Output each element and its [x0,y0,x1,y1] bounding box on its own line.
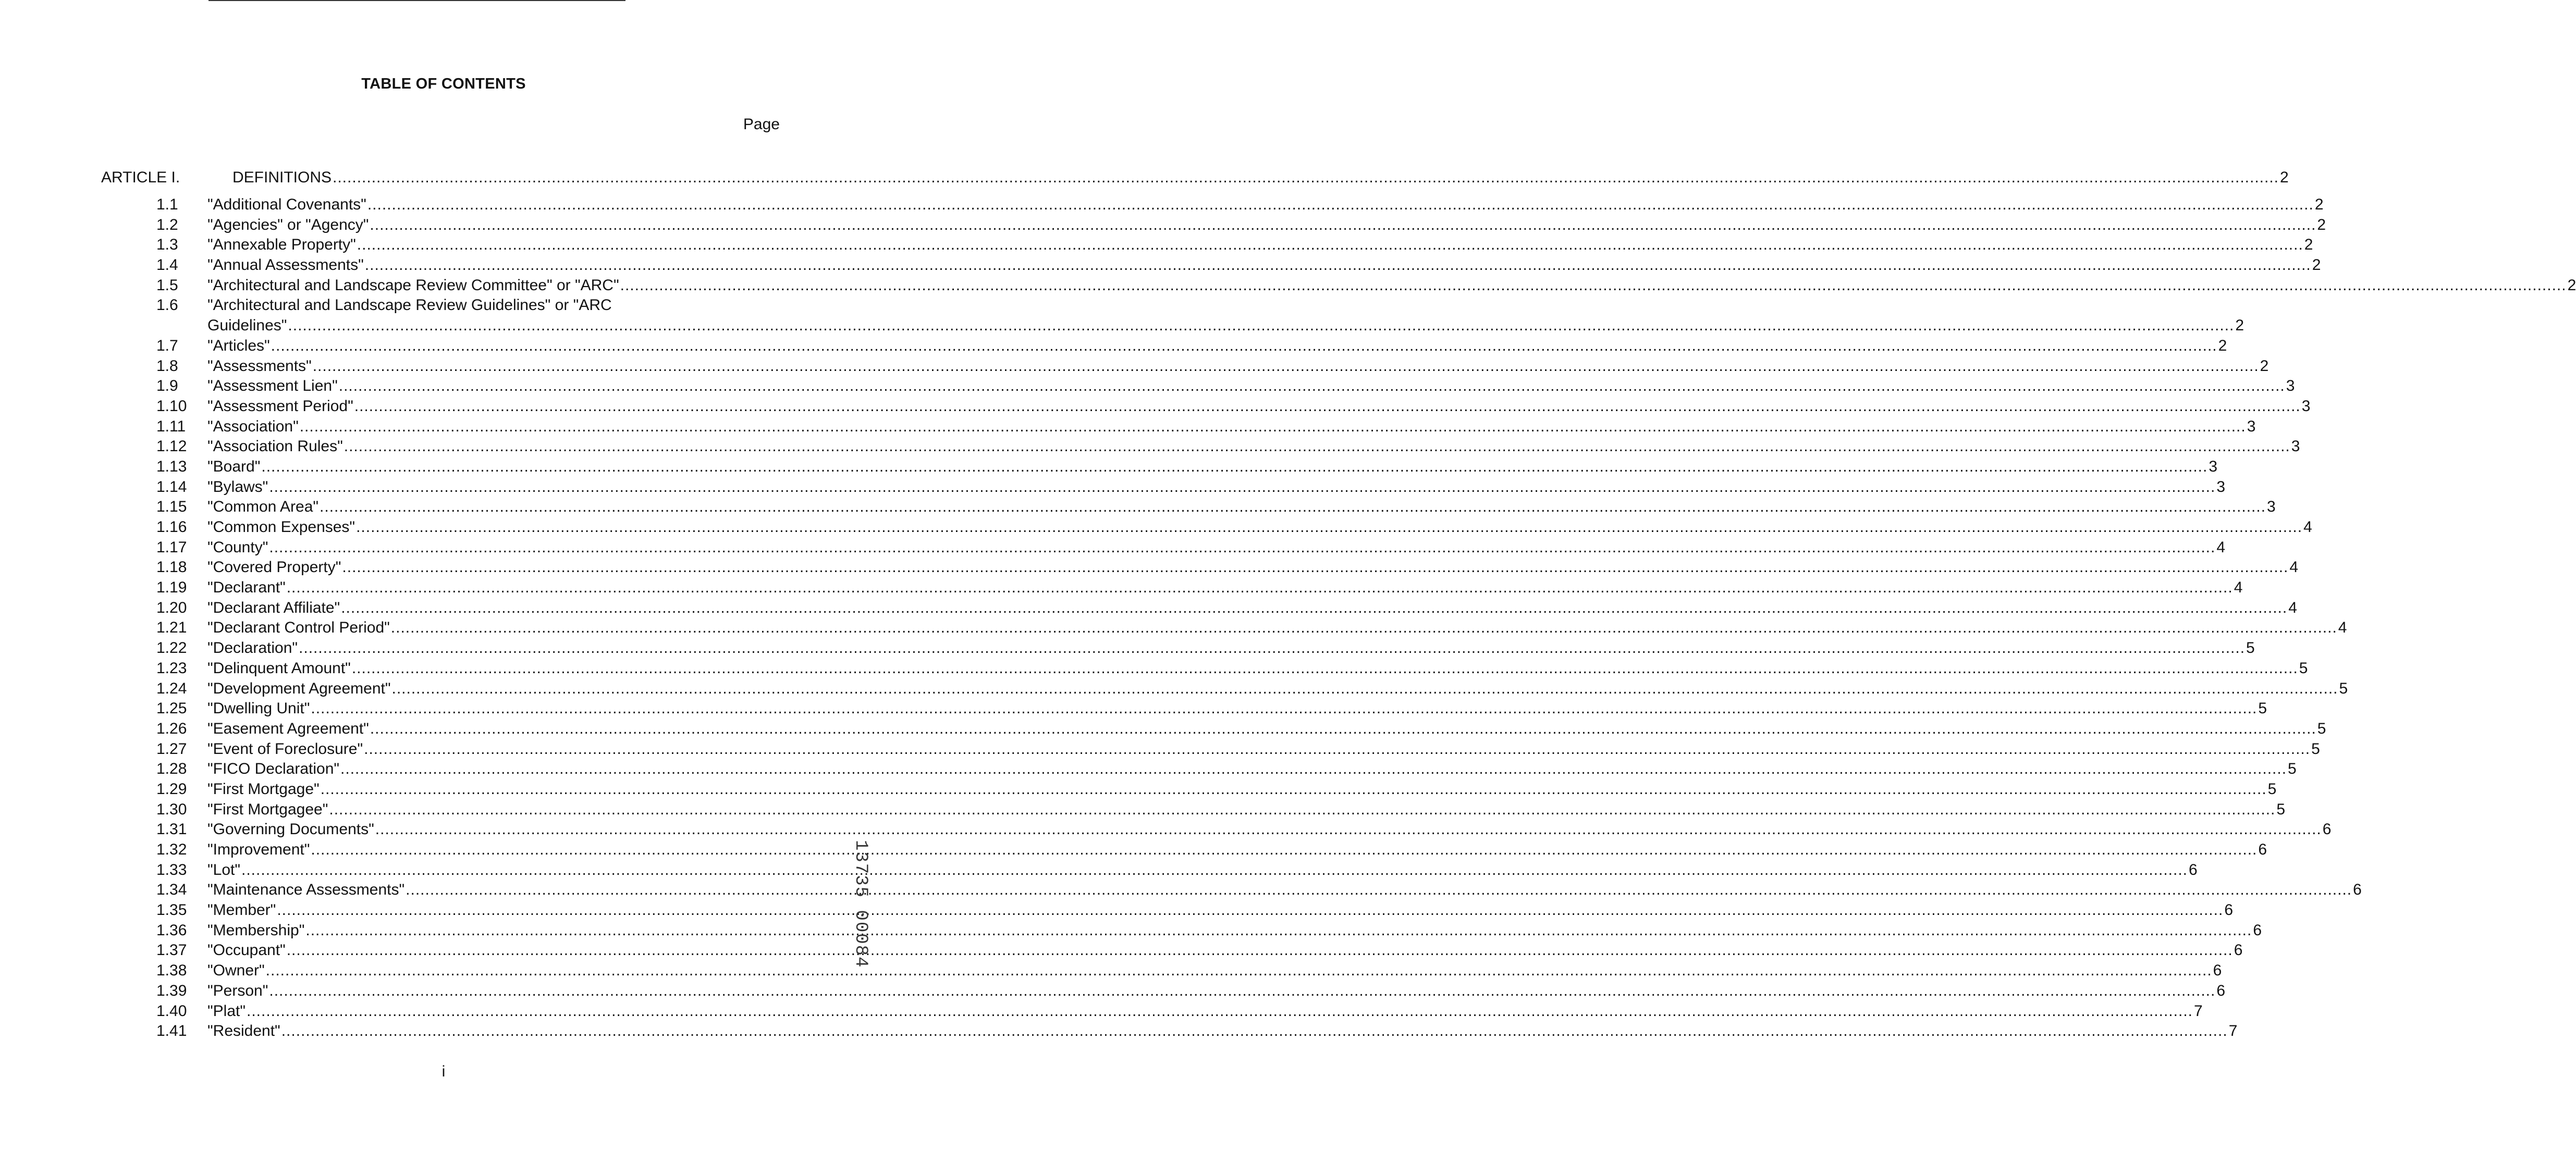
toc-entry-row [0,397,2311,417]
dot-leader: ................................................................................................................................................................................................................................................................................................................................................................................................................ [269,538,2216,556]
entry-number: 1.36 [156,921,187,939]
entry-page-number: 2 [2314,196,2324,213]
dot-leader: ................................................................................................................................................................................................................................................................................................................................................................................................................ [342,559,2289,576]
toc-entry-row [0,961,2222,981]
entry-page-number: 4 [2289,559,2299,576]
toc-entry-row [0,659,2308,679]
entry-title: "Architectural and Landscape Review Guidelines" or "ARC [207,296,612,314]
entry-title: "First Mortgagee" [207,800,328,818]
entry-number: 1.22 [156,639,187,657]
toc-entry-row [0,255,2321,276]
entry-title: "County" [207,538,268,556]
entry-title: "Owner" [207,962,265,980]
entry-page-number: 6 [2258,841,2267,858]
dot-leader: ................................................................................................................................................................................................................................................................................................................................................................................................................ [391,679,2338,697]
entry-page-number: 5 [2311,740,2320,758]
entry-number: 1.37 [156,942,187,959]
entry-page-number: 6 [2224,901,2233,919]
entry-page-number: 5 [2267,780,2277,798]
dot-leader: ................................................................................................................................................................................................................................................................................................................................................................................................................ [390,619,2337,637]
table-of-contents [0,168,2576,1042]
entry-page-number: 3 [2286,377,2295,395]
toc-entry-row [0,295,887,316]
entry-number: 1.2 [156,216,178,233]
dot-leader: ................................................................................................................................................................................................................................................................................................................................................................................................................ [338,377,2285,395]
dot-leader: ................................................................................................................................................................................................................................................................................................................................................................................................................ [269,478,2216,496]
entry-number: 1.33 [156,861,187,878]
dot-leader: ................................................................................................................................................................................................................................................................................................................................................................................................................ [370,216,2316,233]
entry-page-number: 3 [2301,397,2311,415]
dot-leader: ................................................................................................................................................................................................................................................................................................................................................................................................................ [356,518,2303,536]
toc-entry-row [0,840,2267,860]
entry-page-number: 2 [2260,357,2269,375]
dot-leader: ................................................................................................................................................................................................................................................................................................................................................................................................................ [351,659,2298,677]
toc-entry-row [0,497,2276,517]
entry-number: 1.17 [156,538,187,556]
side-stamp [844,840,876,986]
entry-page-number: 6 [2353,881,2362,899]
toc-entry-row [0,477,2225,498]
dot-leader: ................................................................................................................................................................................................................................................................................................................................................................................................................ [340,760,2287,778]
entry-number: 1.15 [156,498,187,516]
dot-leader: ................................................................................................................................................................................................................................................................................................................................................................................................................ [311,700,2258,717]
entry-title: "Declarant Affiliate" [207,599,340,616]
page-footer-number: i [441,1063,446,1080]
entry-title: "Maintenance Assessments" [207,881,405,899]
toc-entry-row [0,417,2256,437]
entry-number: 1.6 [156,296,178,314]
toc-entry-row [0,739,2320,760]
entry-title: "Assessment Lien" [207,377,338,395]
entry-title: "Improvement" [207,841,310,858]
toc-entry-row [0,981,2226,1001]
toc-entry-row [0,860,2198,881]
toc-entry-row [0,195,2324,215]
entry-number: 1.23 [156,659,187,677]
entry-title: "Occupant" [207,942,286,959]
entry-number: 1.32 [156,841,187,858]
entry-page-number: 3 [2216,478,2225,496]
entry-number: 1.8 [156,357,178,375]
entry-title: "Easement Agreement" [207,720,369,737]
toc-entry-row [0,800,2286,820]
entry-page-number: 2 [2317,216,2326,233]
entry-page-number: 3 [2291,438,2300,455]
dot-leader: ................................................................................................................................................................................................................................................................................................................................................................................................................ [329,800,2276,818]
entry-number: 1.31 [156,821,187,838]
entry-number: 1.3 [156,236,178,254]
toc-entry-row [0,880,2362,900]
entry-number: 1.13 [156,457,187,475]
dot-leader: ................................................................................................................................................................................................................................................................................................................................................................................................................ [277,901,2224,919]
top-rule [208,0,625,1]
entry-number: 1.1 [156,196,178,213]
entry-page-number: 3 [2267,498,2276,516]
entry-number: 1.5 [156,276,178,294]
entry-title: "Event of Foreclosure" [207,740,363,758]
toc-entry-row [0,235,2313,255]
entry-title: "Membership" [207,921,305,939]
entry-title-continued: Guidelines" [207,317,287,335]
entry-title: "Additional Covenants" [207,196,366,213]
dot-leader: ................................................................................................................................................................................................................................................................................................................................................................................................................ [364,256,2311,274]
entry-title: "Governing Documents" [207,821,374,838]
dot-leader: ................................................................................................................................................................................................................................................................................................................................................................................................................ [299,639,2246,657]
entry-title: "Agencies" or "Agency" [207,216,369,233]
entry-title: "Development Agreement" [207,679,391,697]
entry-title: "Declarant" [207,579,286,597]
toc-entry-row [0,437,2300,457]
entry-title: "Member" [207,901,276,919]
dot-leader: ................................................................................................................................................................................................................................................................................................................................................................................................................ [364,740,2311,758]
side-stamp-text: 13735 00084 [851,840,870,969]
entry-page-number: 5 [2299,659,2308,677]
entry-number: 1.12 [156,438,187,455]
entry-number: 1.4 [156,256,178,274]
toc-entry-row [0,1001,2203,1022]
dot-leader: ................................................................................................................................................................................................................................................................................................................................................................................................................ [620,276,2567,294]
toc-entry-row [0,779,2277,800]
toc-entry-row [0,356,2269,377]
toc-entry-row [0,719,2326,739]
entry-number: 1.14 [156,478,187,496]
entry-number: 1.16 [156,518,187,536]
entry-number: 1.35 [156,901,187,919]
entry-title: "Assessments" [207,357,312,375]
entry-title: "Association" [207,417,299,435]
entry-page-number: 5 [2339,679,2348,697]
toc-entry-row [0,598,2297,618]
entry-title: "Delinquent Amount" [207,659,351,677]
dot-leader: ................................................................................................................................................................................................................................................................................................................................................................................................................ [299,417,2246,435]
dot-leader: ................................................................................................................................................................................................................................................................................................................................................................................................................ [269,982,2216,999]
article-page-number: 2 [2280,169,2289,186]
toc-entry-row [0,679,2348,699]
dot-leader: ................................................................................................................................................................................................................................................................................................................................................................................................................ [261,457,2208,475]
entry-title: "Resident" [207,1022,280,1040]
dot-leader: ................................................................................................................................................................................................................................................................................................................................................................................................................ [320,780,2267,798]
dot-leader: ................................................................................................................................................................................................................................................................................................................................................................................................................ [370,720,2316,737]
toc-entry-row [0,618,2347,638]
entry-list [0,195,2576,1042]
toc-entry-row [0,921,2262,941]
entry-number: 1.26 [156,720,187,737]
toc-entry-row [0,638,2255,659]
article-title: DEFINITIONS [232,169,332,186]
entry-page-number: 6 [2213,962,2222,980]
article-heading-row [0,168,2289,195]
entry-title: "Board" [207,457,261,475]
entry-title: "Declarant Control Period" [207,619,390,637]
toc-entry-row [0,940,2243,961]
entry-title: "First Mortgage" [207,780,320,798]
dot-leader: ................................................................................................................................................................................................................................................................................................................................................................................................................ [305,921,2252,939]
entry-number: 1.34 [156,881,187,899]
toc-entry-row [0,759,2297,779]
toc-entry-row [0,215,2326,236]
entry-title: "Dwelling Unit" [207,700,310,717]
entry-title: "Bylaws" [207,478,268,496]
entry-page-number: 7 [2193,1002,2203,1020]
entry-title: "Lot" [207,861,241,878]
entry-page-number: 4 [2288,599,2297,616]
entry-page-number: 5 [2288,760,2297,778]
entry-number: 1.30 [156,800,187,818]
dot-leader: ................................................................................................................................................................................................................................................................................................................................................................................................................ [281,1022,2228,1040]
dot-leader: ................................................................................................................................................................................................................................................................................................................................................................................................................ [271,337,2217,354]
toc-entry-row [0,558,2299,578]
entry-page-number: 7 [2228,1022,2238,1040]
toc-entry-row [0,1021,2238,1042]
entry-title: "Plat" [207,1002,246,1020]
dot-leader: ................................................................................................................................................................................................................................................................................................................................................................................................................ [247,1002,2193,1020]
dot-leader: ................................................................................................................................................................................................................................................................................................................................................................................................................ [375,821,2322,838]
entry-number: 1.25 [156,700,187,717]
entry-page-number: 2 [2218,337,2227,354]
entry-number: 1.41 [156,1022,187,1040]
entry-page-number: 6 [2234,942,2243,959]
entry-number: 1.10 [156,397,187,415]
entry-title: "Declaration" [207,639,298,657]
entry-number: 1.11 [156,417,186,435]
dot-leader: ................................................................................................................................................................................................................................................................................................................................................................................................................ [344,438,2290,455]
toc-entry-row [0,578,2243,598]
article-label: ARTICLE I. [101,169,180,186]
entry-page-number: 2 [2304,236,2313,254]
toc-entry-row [0,376,2295,397]
dot-leader: ................................................................................................................................................................................................................................................................................................................................................................................................................ [320,498,2266,516]
entry-title: "Person" [207,982,268,999]
dot-leader: ................................................................................................................................................................................................................................................................................................................................................................................................................ [265,962,2212,980]
entry-title: "Architectural and Landscape Review Committee" or "ARC" [207,276,619,294]
entry-number: 1.27 [156,740,187,758]
entry-number: 1.19 [156,579,187,597]
dot-leader: ................................................................................................................................................................................................................................................................................................................................................................................................................ [333,169,2279,186]
entry-page-number: 2 [2312,256,2321,274]
entry-page-number: 5 [2317,720,2326,737]
toc-entry-row [0,457,2218,477]
toc-entry-row [0,276,2576,296]
dot-leader: ................................................................................................................................................................................................................................................................................................................................................................................................................ [241,861,2188,878]
dot-leader: ................................................................................................................................................................................................................................................................................................................................................................................................................ [357,236,2303,254]
entry-page-number: 3 [2247,417,2256,435]
entry-number: 1.18 [156,559,187,576]
entry-title: "Common Expenses" [207,518,355,536]
dot-leader: ................................................................................................................................................................................................................................................................................................................................................................................................................ [367,196,2314,213]
page-column-header: Page [743,116,780,133]
entry-title: "Association Rules" [207,438,343,455]
entry-page-number: 4 [2234,579,2243,597]
entry-page-number: 5 [2246,639,2255,657]
toc-entry-row [0,538,2226,558]
entry-title: "Annual Assessments" [207,256,364,274]
entry-title: "FICO Declaration" [207,760,340,778]
toc-entry-continuation [0,316,2244,336]
entry-title: "Annexable Property" [207,236,356,254]
entry-number: 1.40 [156,1002,187,1020]
entry-page-number: 5 [2258,700,2267,717]
entry-number: 1.39 [156,982,187,999]
entry-title: "Common Area" [207,498,319,516]
dot-leader: ................................................................................................................................................................................................................................................................................................................................................................................................................ [311,841,2258,858]
entry-number: 1.7 [156,337,178,354]
entry-number: 1.24 [156,679,187,697]
entry-page-number: 4 [2338,619,2347,637]
entry-page-number: 6 [2322,821,2332,838]
entry-number: 1.21 [156,619,187,637]
toc-entry-row [0,900,2233,921]
dot-leader: ................................................................................................................................................................................................................................................................................................................................................................................................................ [286,942,2233,959]
toc-entry-row [0,336,2227,356]
entry-page-number: 2 [2567,276,2576,294]
entry-number: 1.20 [156,599,187,616]
entry-title: "Covered Property" [207,559,341,576]
entry-page-number: 6 [2189,861,2198,878]
entry-number: 1.28 [156,760,187,778]
entry-number: 1.29 [156,780,187,798]
entry-title: "Assessment Period" [207,397,353,415]
dot-leader: ................................................................................................................................................................................................................................................................................................................................................................................................................ [341,599,2288,616]
dot-leader: ................................................................................................................................................................................................................................................................................................................................................................................................................ [312,357,2259,375]
dot-leader: ................................................................................................................................................................................................................................................................................................................................................................................................................ [286,579,2233,597]
toc-entry-row [0,820,2332,840]
entry-page-number: 3 [2209,457,2218,475]
page-title: TABLE OF CONTENTS [361,76,526,92]
entry-page-number: 2 [2235,317,2244,335]
toc-entry-row [0,517,2312,538]
entry-title: "Articles" [207,337,270,354]
dot-leader: ................................................................................................................................................................................................................................................................................................................................................................................................................ [406,881,2352,899]
entry-page-number: 6 [2216,982,2226,999]
entry-page-number: 5 [2276,800,2286,818]
entry-page-number: 6 [2253,921,2262,939]
entry-page-number: 4 [2303,518,2312,536]
entry-number: 1.9 [156,377,178,395]
entry-number: 1.38 [156,962,187,980]
entry-page-number: 4 [2216,538,2226,556]
dot-leader: ................................................................................................................................................................................................................................................................................................................................................................................................................ [288,317,2235,335]
dot-leader: ................................................................................................................................................................................................................................................................................................................................................................................................................ [354,397,2301,415]
toc-entry-row [0,699,2267,719]
